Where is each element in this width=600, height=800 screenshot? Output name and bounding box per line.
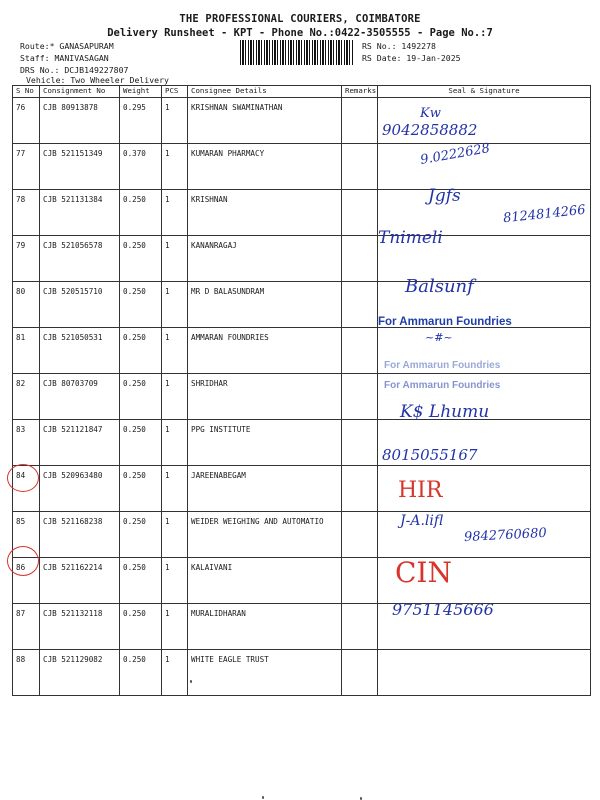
cell-consignee: KANANRAGAJ <box>188 236 342 282</box>
cell-pcs: 1 <box>162 650 188 696</box>
table-row <box>13 144 591 190</box>
cell-pcs: 1 <box>162 466 188 512</box>
cell-consignment: CJB 521050531 <box>40 328 120 374</box>
cell-consignee: AMMARAN FOUNDRIES <box>188 328 342 374</box>
cell-consignee: MR D BALASUNDRAM <box>188 282 342 328</box>
cell-weight: 0.250 <box>120 512 162 558</box>
table-row <box>13 604 591 650</box>
signature-scribble: K$ Lhumu <box>400 402 490 422</box>
cell-consignment: CJB 521168238 <box>40 512 120 558</box>
cell-remarks <box>342 466 378 512</box>
cell-sno: 85 <box>13 512 40 558</box>
drs-number: DRS No.: DCJB149227807 <box>20 65 129 75</box>
table-row <box>13 466 591 512</box>
red-marking: CIN <box>395 556 452 589</box>
table-row <box>13 236 591 282</box>
cell-pcs: 1 <box>162 604 188 650</box>
cell-pcs: 1 <box>162 144 188 190</box>
cell-weight: 0.250 <box>120 190 162 236</box>
handwritten-phone: 8015055167 <box>382 446 478 464</box>
signature-scribble: Balsunf <box>405 276 474 297</box>
cell-pcs: 1 <box>162 282 188 328</box>
cell-sno: 77 <box>13 144 40 190</box>
runsheet-table <box>12 85 591 696</box>
cell-remarks <box>342 604 378 650</box>
col-remarks: Remarks <box>342 86 378 98</box>
scan-speck <box>190 680 192 683</box>
cell-consignment: CJB 80703709 <box>40 374 120 420</box>
cell-signature <box>378 650 591 696</box>
cell-weight: 0.370 <box>120 144 162 190</box>
cell-sno: 82 <box>13 374 40 420</box>
cell-weight: 0.250 <box>120 650 162 696</box>
cell-remarks <box>342 558 378 604</box>
company-stamp-faded: For Ammarun Foundries <box>384 360 501 371</box>
cell-weight: 0.250 <box>120 604 162 650</box>
col-sno: S No <box>13 86 40 98</box>
table-row <box>13 98 591 144</box>
cell-pcs: 1 <box>162 98 188 144</box>
company-stamp-faded: For Ammarun Foundries <box>384 380 501 391</box>
company-stamp: For Ammarun Foundries <box>378 316 512 328</box>
vehicle-label: Vehicle: Two Wheeler Delivery <box>26 75 169 85</box>
cell-sno: 88 <box>13 650 40 696</box>
cell-sno: 87 <box>13 604 40 650</box>
cell-remarks <box>342 374 378 420</box>
cell-sno: 81 <box>13 328 40 374</box>
signature-scribble: Jgfs <box>428 186 461 206</box>
red-circle-mark <box>7 464 39 492</box>
cell-consignment: CJB 521129082 <box>40 650 120 696</box>
cell-remarks <box>342 282 378 328</box>
cell-pcs: 1 <box>162 236 188 282</box>
handwritten-phone: 9751145666 <box>392 600 494 619</box>
cell-sno: 79 <box>13 236 40 282</box>
cell-remarks <box>342 236 378 282</box>
cell-pcs: 1 <box>162 512 188 558</box>
runsheet-title: Delivery Runsheet - KPT - Phone No.:0422-3505555 - Page No.:7 <box>107 27 493 39</box>
cell-weight: 0.295 <box>120 98 162 144</box>
cell-consignee: KRISHNAN SWAMINATHAN <box>188 98 342 144</box>
cell-pcs: 1 <box>162 558 188 604</box>
cell-remarks <box>342 420 378 466</box>
col-consignment: Consignment No <box>40 86 120 98</box>
cell-consignee: KALAIVANI <box>188 558 342 604</box>
handwritten-phone: 9842760680 <box>463 525 548 546</box>
cell-remarks <box>342 144 378 190</box>
cell-sno: 78 <box>13 190 40 236</box>
cell-consignment: CJB 521121847 <box>40 420 120 466</box>
cell-pcs: 1 <box>162 420 188 466</box>
cell-sno: 83 <box>13 420 40 466</box>
staff-label: Staff: MANIVASAGAN <box>20 53 109 63</box>
signature-scribble: Tnimeli <box>378 228 443 248</box>
signature-scribble: J-A.lifl <box>400 513 444 529</box>
cell-sno: 76 <box>13 98 40 144</box>
cell-pcs: 1 <box>162 190 188 236</box>
handwritten-phone: 8124814266 <box>502 202 587 227</box>
cell-consignee: PPG INSTITUTE <box>188 420 342 466</box>
cell-sno: 80 <box>13 282 40 328</box>
table-header-row <box>13 86 591 98</box>
cell-sno: 84 <box>13 466 40 512</box>
handwritten-note: 9.0222628 <box>419 141 492 168</box>
cell-consignment: CJB 520515710 <box>40 282 120 328</box>
barcode <box>240 40 354 65</box>
cell-consignment: CJB 521132118 <box>40 604 120 650</box>
cell-consignment: CJB 521151349 <box>40 144 120 190</box>
cell-weight: 0.250 <box>120 420 162 466</box>
cell-consignee: JAREENABEGAM <box>188 466 342 512</box>
col-signature: Seal & Signature <box>378 86 591 98</box>
cell-consignment: CJB 521131384 <box>40 190 120 236</box>
cell-consignment: CJB 520963480 <box>40 466 120 512</box>
red-circle-mark <box>7 546 39 576</box>
cell-consignee: WHITE EAGLE TRUST <box>188 650 342 696</box>
cell-weight: 0.250 <box>120 328 162 374</box>
cell-consignment: CJB 521162214 <box>40 558 120 604</box>
scan-speck <box>262 796 264 799</box>
col-consignee: Consignee Details <box>188 86 342 98</box>
handwritten-phone: 9042858882 <box>382 121 478 139</box>
table-row <box>13 374 591 420</box>
cell-sno: 86 <box>13 558 40 604</box>
cell-remarks <box>342 512 378 558</box>
table-row <box>13 420 591 466</box>
cell-pcs: 1 <box>162 374 188 420</box>
table-row <box>13 650 591 696</box>
cell-weight: 0.250 <box>120 558 162 604</box>
cell-remarks <box>342 190 378 236</box>
table-row <box>13 328 591 374</box>
cell-weight: 0.250 <box>120 282 162 328</box>
cell-weight: 0.250 <box>120 466 162 512</box>
cell-consignee: WEIDER WEIGHING AND AUTOMATIO <box>188 512 342 558</box>
route-label: Route:* GANASAPURAM <box>20 41 114 51</box>
cell-weight: 0.250 <box>120 374 162 420</box>
cell-consignee: KRISHNAN <box>188 190 342 236</box>
cell-consignee: MURALIDHARAN <box>188 604 342 650</box>
cell-consignee: SHRIDHAR <box>188 374 342 420</box>
signature-scribble: ~#~ <box>425 331 453 344</box>
cell-weight: 0.250 <box>120 236 162 282</box>
rs-number: RS No.: 1492278 <box>362 41 436 51</box>
cell-remarks <box>342 98 378 144</box>
col-weight: Weight <box>120 86 162 98</box>
signature-scribble: Kw <box>420 106 441 121</box>
rs-date: RS Date: 19-Jan-2025 <box>362 53 461 63</box>
col-pcs: PCS <box>162 86 188 98</box>
cell-remarks <box>342 328 378 374</box>
cell-consignment: CJB 80913878 <box>40 98 120 144</box>
red-marking: HIR <box>398 478 443 503</box>
cell-remarks <box>342 650 378 696</box>
table-row <box>13 558 591 604</box>
cell-consignee: KUMARAN PHARMACY <box>188 144 342 190</box>
cell-pcs: 1 <box>162 328 188 374</box>
company-title: THE PROFESSIONAL COURIERS, COIMBATORE <box>179 13 421 25</box>
cell-consignment: CJB 521056578 <box>40 236 120 282</box>
